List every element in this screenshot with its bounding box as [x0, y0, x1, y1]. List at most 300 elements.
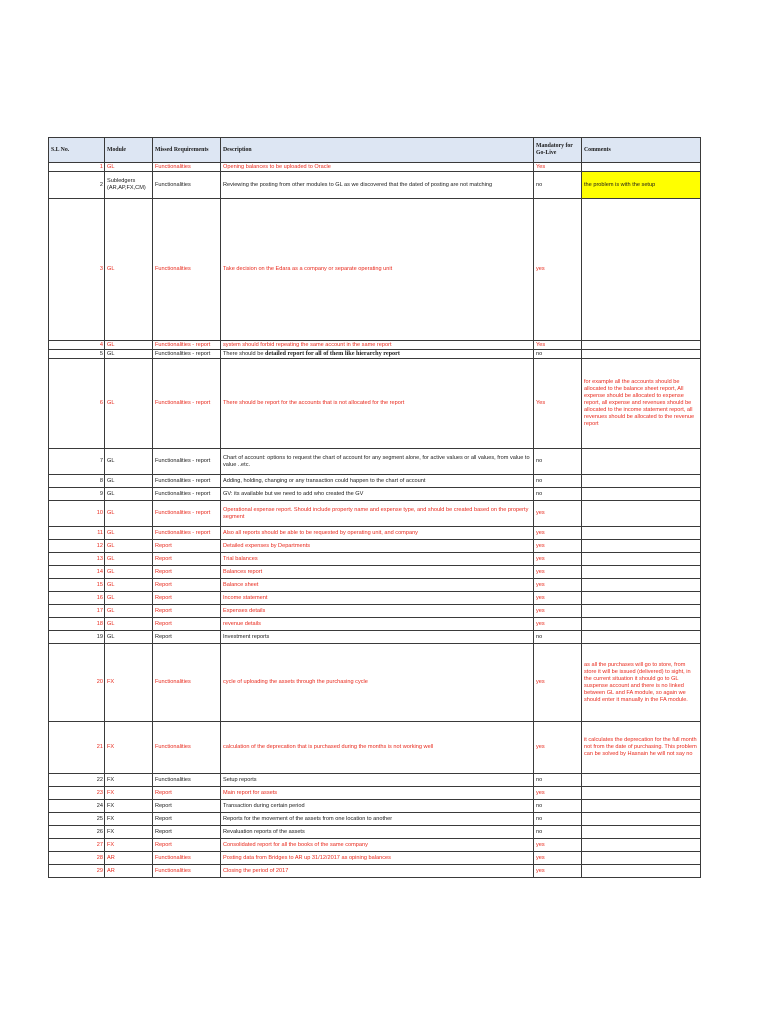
cell-sl-no[interactable] [49, 852, 105, 865]
cell-module[interactable] [105, 163, 153, 172]
cell-mandatory[interactable] [534, 774, 582, 787]
cell-mandatory-text: Yes [536, 163, 546, 170]
cell-comments[interactable] [582, 163, 701, 172]
cell-mandatory[interactable] [534, 350, 582, 359]
table-body [49, 163, 701, 878]
cell-module[interactable] [105, 475, 153, 488]
cell-description-text: Balance sheet [223, 581, 259, 588]
cell-missed-requirement[interactable] [153, 475, 221, 488]
cell-module[interactable] [105, 605, 153, 618]
cell-missed-requirement-text: Report [155, 581, 172, 588]
cell-mandatory[interactable] [534, 540, 582, 553]
cell-missed-requirement[interactable] [153, 566, 221, 579]
cell-comments[interactable] [582, 488, 701, 501]
cell-mandatory[interactable] [534, 579, 582, 592]
cell-mandatory[interactable] [534, 800, 582, 813]
cell-description-text: Investment reports [223, 633, 270, 640]
cell-comments-text: the problem is with the setup [584, 181, 656, 188]
cell-missed-requirement-text: Functionalities - report [155, 529, 211, 536]
cell-sl-no[interactable] [49, 163, 105, 172]
cell-description[interactable] [221, 839, 534, 852]
cell-comments[interactable] [582, 579, 701, 592]
header-comments[interactable]: Comments [582, 138, 701, 163]
cell-missed-requirement[interactable] [153, 618, 221, 631]
cell-comments[interactable] [582, 341, 701, 350]
header-mandatory[interactable]: Mandatory for Go-Live [534, 138, 582, 163]
cell-missed-requirement[interactable] [153, 722, 221, 774]
cell-mandatory[interactable] [534, 722, 582, 774]
table-row [49, 449, 701, 475]
cell-module[interactable] [105, 172, 153, 199]
cell-mandatory-text: yes [536, 620, 545, 627]
cell-description[interactable] [221, 488, 534, 501]
cell-description-text: Also all reports should be able to be requested by operating unit, and company [223, 529, 418, 536]
cell-sl-no[interactable] [49, 553, 105, 566]
cell-sl-no[interactable] [49, 566, 105, 579]
cell-module[interactable] [105, 540, 153, 553]
cell-missed-requirement[interactable] [153, 605, 221, 618]
cell-sl-no[interactable] [49, 774, 105, 787]
cell-comments[interactable] [582, 553, 701, 566]
cell-comments[interactable] [582, 852, 701, 865]
cell-description[interactable] [221, 449, 534, 475]
cell-module[interactable] [105, 839, 153, 852]
cell-missed-requirement-text: Functionalities - report [155, 510, 211, 516]
cell-mandatory[interactable] [534, 618, 582, 631]
cell-description[interactable] [221, 540, 534, 553]
cell-sl-no[interactable] [49, 631, 105, 644]
cell-sl-no-text: 16 [96, 594, 103, 601]
cell-mandatory-text: yes [536, 607, 545, 614]
cell-missed-requirement[interactable] [153, 350, 221, 359]
cell-module-text: GL [107, 266, 115, 272]
cell-mandatory[interactable] [534, 813, 582, 826]
cell-module-text: GL [107, 458, 115, 464]
cell-module[interactable] [105, 449, 153, 475]
cell-description[interactable] [221, 826, 534, 839]
cell-missed-requirement-text: Functionalities - report [155, 341, 211, 348]
cell-missed-requirement-text: Functionalities [155, 181, 191, 188]
cell-sl-no[interactable] [49, 579, 105, 592]
cell-module[interactable] [105, 501, 153, 527]
cell-module[interactable] [105, 774, 153, 787]
cell-missed-requirement-text: Report [155, 568, 172, 575]
cell-description-text: Revaluation reports of the assets [223, 828, 305, 835]
cell-mandatory[interactable] [534, 839, 582, 852]
table-row [49, 527, 701, 540]
cell-missed-requirement[interactable] [153, 341, 221, 350]
cell-module-text: GL [107, 529, 115, 536]
cell-missed-requirement[interactable] [153, 787, 221, 800]
cell-description[interactable] [221, 475, 534, 488]
cell-missed-requirement-text: Report [155, 555, 172, 562]
cell-module[interactable] [105, 631, 153, 644]
cell-module[interactable] [105, 618, 153, 631]
cell-sl-no-text: 8 [99, 477, 103, 484]
cell-mandatory[interactable] [534, 787, 582, 800]
cell-comments[interactable] [582, 540, 701, 553]
cell-missed-requirement[interactable] [153, 631, 221, 644]
cell-description[interactable] [221, 865, 534, 878]
cell-comments[interactable] [582, 172, 701, 199]
cell-description[interactable] [221, 501, 534, 527]
cell-mandatory-text: no [536, 776, 543, 783]
table-row [49, 359, 701, 449]
cell-module-text: GL [107, 633, 115, 640]
cell-missed-requirement[interactable] [153, 553, 221, 566]
cell-missed-requirement[interactable] [153, 826, 221, 839]
cell-description[interactable] [221, 527, 534, 540]
cell-comments[interactable] [582, 826, 701, 839]
cell-missed-requirement[interactable] [153, 813, 221, 826]
cell-comments[interactable] [582, 865, 701, 878]
table-row [49, 813, 701, 826]
cell-mandatory-text: no [536, 490, 543, 497]
cell-comments[interactable] [582, 501, 701, 527]
cell-missed-requirement[interactable] [153, 359, 221, 449]
cell-module-text: GL [107, 620, 115, 627]
cell-comments[interactable] [582, 605, 701, 618]
cell-sl-no-text: 17 [96, 607, 103, 614]
table-row [49, 488, 701, 501]
cell-comments[interactable] [582, 631, 701, 644]
cell-module[interactable] [105, 787, 153, 800]
cell-module[interactable] [105, 341, 153, 350]
cell-comments[interactable] [582, 350, 701, 359]
cell-module[interactable] [105, 488, 153, 501]
cell-description[interactable] [221, 163, 534, 172]
table-row [49, 800, 701, 813]
cell-missed-requirement[interactable] [153, 865, 221, 878]
cell-module-text: GL [107, 350, 115, 357]
cell-sl-no[interactable] [49, 172, 105, 199]
cell-mandatory[interactable] [534, 527, 582, 540]
cell-mandatory-text: yes [536, 867, 545, 874]
cell-mandatory-text: no [536, 633, 543, 640]
cell-description-text: Take decision on the Edara as a company or separate operating unit [223, 266, 393, 272]
cell-mandatory-text: yes [536, 266, 545, 272]
requirements-table [48, 137, 701, 878]
cell-description[interactable] [221, 852, 534, 865]
cell-comments[interactable] [582, 359, 701, 449]
cell-mandatory[interactable] [534, 631, 582, 644]
cell-missed-requirement[interactable] [153, 644, 221, 722]
cell-mandatory-text: no [536, 458, 543, 464]
cell-description[interactable] [221, 787, 534, 800]
cell-sl-no-text: 23 [96, 789, 103, 796]
cell-missed-requirement[interactable] [153, 540, 221, 553]
cell-module-text: GL [107, 581, 115, 588]
cell-mandatory[interactable] [534, 852, 582, 865]
cell-sl-no[interactable] [49, 449, 105, 475]
cell-description-text: system should forbid repeating the same account in the same report [223, 341, 392, 348]
cell-description[interactable] [221, 566, 534, 579]
cell-module[interactable] [105, 852, 153, 865]
cell-sl-no[interactable] [49, 865, 105, 878]
cell-module[interactable] [105, 865, 153, 878]
cell-mandatory-text: no [536, 815, 543, 822]
cell-mandatory-text: yes [536, 854, 545, 861]
cell-description[interactable] [221, 631, 534, 644]
cell-mandatory[interactable] [534, 605, 582, 618]
cell-sl-no-text: 25 [96, 815, 103, 822]
description-emphasis-text: detailed report for all of them like hierarchy report [265, 350, 400, 357]
cell-sl-no[interactable] [49, 618, 105, 631]
cell-sl-no-text: 27 [96, 841, 103, 848]
cell-mandatory-text: no [536, 350, 543, 357]
cell-missed-requirement[interactable] [153, 839, 221, 852]
cell-sl-no[interactable] [49, 350, 105, 359]
table-row [49, 722, 701, 774]
cell-comments[interactable] [582, 618, 701, 631]
cell-comments[interactable] [582, 592, 701, 605]
cell-mandatory[interactable] [534, 553, 582, 566]
cell-description[interactable] [221, 618, 534, 631]
cell-module[interactable] [105, 350, 153, 359]
cell-sl-no-text: 19 [96, 633, 103, 640]
cell-comments[interactable] [582, 475, 701, 488]
header-missed-requirement[interactable]: Missed Requirements [153, 138, 221, 163]
cell-mandatory-text: yes [536, 568, 545, 575]
cell-sl-no[interactable] [49, 592, 105, 605]
cell-sl-no[interactable] [49, 488, 105, 501]
cell-description[interactable] [221, 592, 534, 605]
cell-mandatory-text: yes [536, 542, 545, 549]
cell-missed-requirement-text: Report [155, 594, 172, 601]
cell-sl-no-text: 1 [99, 163, 103, 170]
cell-mandatory-text: yes [536, 555, 545, 562]
cell-module-text: FX [107, 815, 115, 822]
cell-missed-requirement[interactable] [153, 774, 221, 787]
cell-description[interactable] [221, 813, 534, 826]
cell-module-text: FX [107, 679, 115, 685]
cell-mandatory[interactable] [534, 163, 582, 172]
cell-comments[interactable] [582, 527, 701, 540]
cell-mandatory[interactable] [534, 341, 582, 350]
cell-module-text: GL [107, 163, 115, 170]
cell-sl-no[interactable] [49, 199, 105, 341]
cell-missed-requirement[interactable] [153, 800, 221, 813]
header-description[interactable]: Description [221, 138, 534, 163]
cell-mandatory[interactable] [534, 865, 582, 878]
cell-mandatory-text: no [536, 181, 543, 188]
cell-module[interactable] [105, 592, 153, 605]
header-module[interactable]: Module [105, 138, 153, 163]
cell-description-text: Reports for the movement of the assets from one location to another [223, 815, 393, 822]
cell-sl-no[interactable] [49, 644, 105, 722]
cell-sl-no-text: 26 [96, 828, 103, 835]
cell-description-text: revenue details [223, 620, 261, 627]
cell-mandatory-text: no [536, 802, 543, 809]
cell-comments[interactable] [582, 449, 701, 475]
cell-missed-requirement-text: Functionalities [155, 163, 191, 170]
cell-description[interactable] [221, 800, 534, 813]
cell-sl-no-text: 12 [96, 542, 103, 549]
cell-mandatory[interactable] [534, 566, 582, 579]
cell-description-text: Trial balances [223, 555, 258, 562]
cell-missed-requirement[interactable] [153, 501, 221, 527]
cell-module-text: GL [107, 490, 115, 497]
cell-sl-no[interactable] [49, 605, 105, 618]
cell-module[interactable] [105, 527, 153, 540]
table-row [49, 618, 701, 631]
cell-missed-requirement[interactable] [153, 172, 221, 199]
cell-description-text: Setup reports [223, 776, 257, 783]
cell-description[interactable] [221, 553, 534, 566]
cell-module-text: FX [107, 828, 115, 835]
cell-missed-requirement-text: Functionalities - report [155, 490, 211, 497]
cell-description[interactable] [221, 644, 534, 722]
cell-module[interactable] [105, 722, 153, 774]
table-row [49, 865, 701, 878]
cell-sl-no[interactable] [49, 722, 105, 774]
table-row [49, 774, 701, 787]
cell-comments[interactable] [582, 722, 701, 774]
cell-missed-requirement-text: Report [155, 633, 172, 640]
cell-module[interactable] [105, 800, 153, 813]
cell-module[interactable] [105, 199, 153, 341]
cell-module-text: GL [107, 400, 115, 406]
cell-sl-no[interactable] [49, 813, 105, 826]
cell-module[interactable] [105, 359, 153, 449]
cell-description[interactable] [221, 579, 534, 592]
table-row [49, 644, 701, 722]
cell-sl-no-text: 28 [96, 854, 103, 861]
cell-description[interactable] [221, 350, 534, 359]
cell-description[interactable] [221, 359, 534, 449]
cell-missed-requirement[interactable] [153, 592, 221, 605]
table-row [49, 350, 701, 359]
table-row [49, 631, 701, 644]
cell-missed-requirement-text: Functionalities - report [155, 400, 211, 406]
cell-mandatory[interactable] [534, 488, 582, 501]
cell-description[interactable] [221, 605, 534, 618]
cell-missed-requirement[interactable] [153, 488, 221, 501]
cell-module-text: GL [107, 542, 115, 549]
cell-sl-no[interactable] [49, 527, 105, 540]
cell-module[interactable] [105, 579, 153, 592]
cell-mandatory[interactable] [534, 826, 582, 839]
cell-missed-requirement-text: Functionalities [155, 854, 191, 861]
cell-sl-no-text: 24 [96, 802, 103, 809]
cell-sl-no[interactable] [49, 540, 105, 553]
cell-comments[interactable] [582, 813, 701, 826]
cell-module[interactable] [105, 644, 153, 722]
cell-sl-no-text: 15 [96, 581, 103, 588]
cell-missed-requirement[interactable] [153, 579, 221, 592]
cell-comments-text: as all the purchases will go to store, from store it will be issued (delivered) to sight, in the current situation it should go to GL suspense account and there is no linked between GL and FA module, so again we should enter it manually in the FA module. [584, 661, 691, 703]
cell-mandatory-text: Yes [536, 341, 546, 348]
cell-sl-no[interactable] [49, 826, 105, 839]
table-row [49, 839, 701, 852]
cell-module-text: GL [107, 607, 115, 614]
cell-description-text: There should be report for the accounts that is not allocated for the report [223, 400, 405, 406]
cell-module-text: GL [107, 477, 115, 484]
cell-comments[interactable] [582, 199, 701, 341]
cell-module[interactable] [105, 813, 153, 826]
cell-mandatory[interactable] [534, 592, 582, 605]
table-row [49, 540, 701, 553]
cell-missed-requirement[interactable] [153, 852, 221, 865]
cell-module-text: FX [107, 776, 115, 783]
cell-module[interactable] [105, 553, 153, 566]
cell-mandatory[interactable] [534, 644, 582, 722]
cell-module-text: GL [107, 341, 115, 348]
cell-module[interactable] [105, 566, 153, 579]
cell-comments[interactable] [582, 787, 701, 800]
table-row [49, 199, 701, 341]
cell-description[interactable] [221, 774, 534, 787]
cell-missed-requirement-text: Functionalities - report [155, 458, 211, 464]
cell-mandatory[interactable] [534, 449, 582, 475]
cell-description-text: Consolidated report for all the books of the same company [223, 841, 368, 848]
cell-module-text: AR [107, 867, 115, 874]
cell-mandatory-text: Yes [536, 400, 546, 406]
cell-missed-requirement-text: Report [155, 789, 172, 796]
cell-comments[interactable] [582, 566, 701, 579]
cell-description-text: Opening balances to be uploaded to Oracle [223, 163, 331, 170]
cell-sl-no[interactable] [49, 787, 105, 800]
cell-description[interactable] [221, 199, 534, 341]
cell-sl-no[interactable] [49, 501, 105, 527]
cell-comments-text: for example all the accounts should be allocated to the balance sheet report, All expense should be allocated to expense report, all expense and revenues should be allocated to the income statement report, all revenues should be allocated to the revenue report [584, 379, 695, 427]
cell-sl-no[interactable] [49, 839, 105, 852]
cell-missed-requirement[interactable] [153, 527, 221, 540]
cell-sl-no[interactable] [49, 475, 105, 488]
cell-description-text: Transaction during certain period [223, 802, 305, 809]
cell-mandatory[interactable] [534, 359, 582, 449]
cell-sl-no-text: 21 [96, 744, 103, 750]
table-row [49, 501, 701, 527]
cell-sl-no-text: 9 [99, 490, 103, 497]
cell-module[interactable] [105, 826, 153, 839]
cell-missed-requirement[interactable] [153, 163, 221, 172]
cell-comments[interactable] [582, 644, 701, 722]
cell-mandatory-text: yes [536, 841, 545, 848]
cell-comments[interactable] [582, 839, 701, 852]
cell-comments[interactable] [582, 800, 701, 813]
cell-description[interactable] [221, 341, 534, 350]
cell-module-text: GL [107, 568, 115, 575]
cell-mandatory[interactable] [534, 199, 582, 341]
cell-mandatory[interactable] [534, 172, 582, 199]
cell-sl-no[interactable] [49, 341, 105, 350]
cell-sl-no-text: 22 [96, 776, 103, 783]
table-row [49, 553, 701, 566]
cell-description-text: GV: its available but we need to add who created the GV [223, 490, 364, 497]
cell-missed-requirement-text: Report [155, 815, 172, 822]
cell-description-text: There should be [223, 351, 264, 357]
cell-missed-requirement[interactable] [153, 449, 221, 475]
cell-mandatory[interactable] [534, 501, 582, 527]
cell-module-text: FX [107, 802, 115, 809]
cell-missed-requirement-text: Report [155, 607, 172, 614]
table-row [49, 163, 701, 172]
cell-description[interactable] [221, 722, 534, 774]
header-sl-no[interactable]: S.L No. [49, 138, 105, 163]
cell-sl-no[interactable] [49, 359, 105, 449]
cell-sl-no-text: 11 [97, 529, 103, 536]
cell-description[interactable] [221, 172, 534, 199]
cell-description-text: Reviewing the posting from other modules to GL as we discovered that the dated of posting are not matching [223, 181, 493, 188]
cell-comments[interactable] [582, 774, 701, 787]
cell-sl-no[interactable] [49, 800, 105, 813]
cell-mandatory[interactable] [534, 475, 582, 488]
cell-mandatory-text: yes [536, 594, 545, 601]
cell-sl-no-text: 13 [96, 555, 103, 562]
cell-missed-requirement[interactable] [153, 199, 221, 341]
table-row [49, 341, 701, 350]
